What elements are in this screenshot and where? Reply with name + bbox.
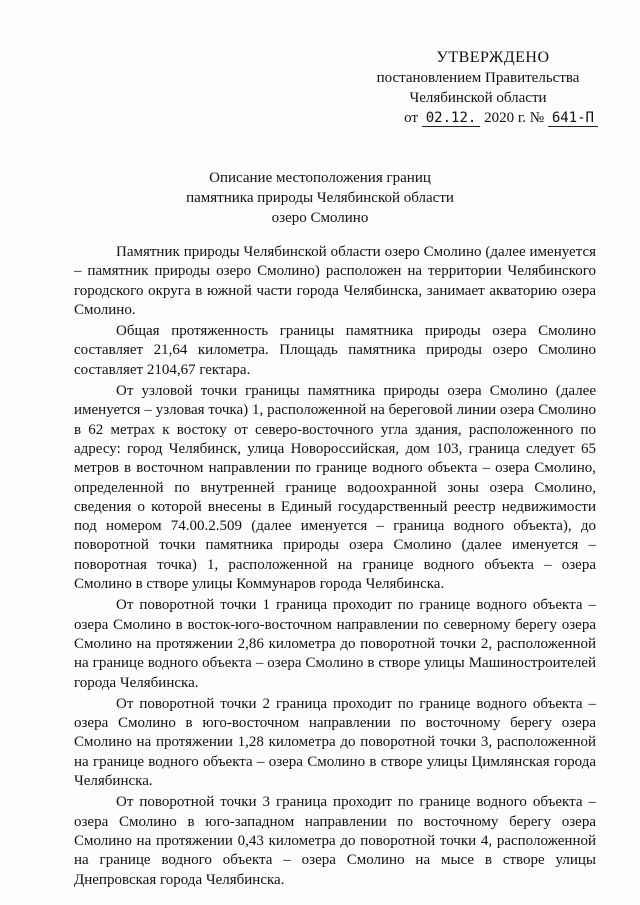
decree-number: 641-П: [548, 110, 598, 127]
decree-prefix: от: [404, 110, 418, 126]
decree-year: 2020 г. №: [484, 110, 545, 126]
title-line-3: озеро Смолино: [271, 210, 369, 226]
approval-heading: УТВЕРЖДЕНО: [436, 49, 550, 66]
approval-line-2: Челябинской области: [409, 90, 547, 106]
paragraph: От поворотной точки 1 граница проходит по границе водного объекта – озера Смолино в восток-юго-восточном направлении по северному берегу озера Смолино на протяжении 2,86 километра до поворотной точки 2, расположенной на границе водного объекта – озера Смолино в створе улицы Машиностроителей города Челябинска.: [74, 597, 596, 691]
title-line-1: Описание местоположения границ: [209, 170, 431, 186]
paragraph: От поворотной точки 2 граница проходит по границе водного объекта – озера Смолино в юго-восточном направлении по восточному берегу озера Смолино на протяжении 1,28 километра до поворотной точки 3, расположенной на границе водного объекта – озера Смолино в створе улицы Цимлянская города Челябинска.: [74, 695, 596, 790]
title-line-2: памятника природы Челябинской области: [186, 190, 454, 206]
decree-date: 02.12.: [422, 110, 481, 127]
approval-line-1: постановлением Правительства: [376, 70, 580, 86]
document-title: [120, 168, 520, 228]
paragraph: От узловой точки границы памятника природы озера Смолино (далее именуется – узловая точка) 1, расположенной на береговой линии озера Смолино в 62 метрах к востоку от северо-восточного угла здания, расположенного по адресу: город Челябинск, улица Новороссийская, дом 103, граница следует 65 метров в восточном направлении по границе водного объекта – озера Смолино, определенной по внутренней границе водоохранной зоны озера Смолино, сведения о которой внесены в Единый государственный реестр недвижимости под номером 74.00.2.509 (далее именуется – граница водного объекта), до поворотной точки памятника природы озера Смолино (далее именуется – поворотная точка) 1, расположенной на границе водного объекта – озера Смолино в створе улицы Коммунаров города Челябинска.: [74, 383, 596, 593]
paragraph: От поворотной точки 3 граница проходит по границе водного объекта – озера Смолино в юго-западном направлении по восточному берегу озера Смолино на протяжении 0,43 километра до поворотной точки 4, расположенной на границе водного объекта – озера Смолино на мысе в створе улицы Днепровская города Челябинска.: [74, 794, 596, 888]
decree-reference: [358, 108, 598, 128]
approval-block: [358, 48, 598, 128]
paragraph: Памятник природы Челябинской области озеро Смолино (далее именуется – памятник природы озеро Смолино) расположен на территории Челябинского городского округа в южной части города Челябинска, занимает акваторию озера Смолино.: [74, 244, 596, 318]
paragraph: Общая протяженность границы памятника природы озера Смолино составляет 21,64 километра. Площадь памятника природы озеро Смолино составляет 2104,67 гектара.: [74, 323, 596, 378]
document-body: [74, 243, 596, 892]
